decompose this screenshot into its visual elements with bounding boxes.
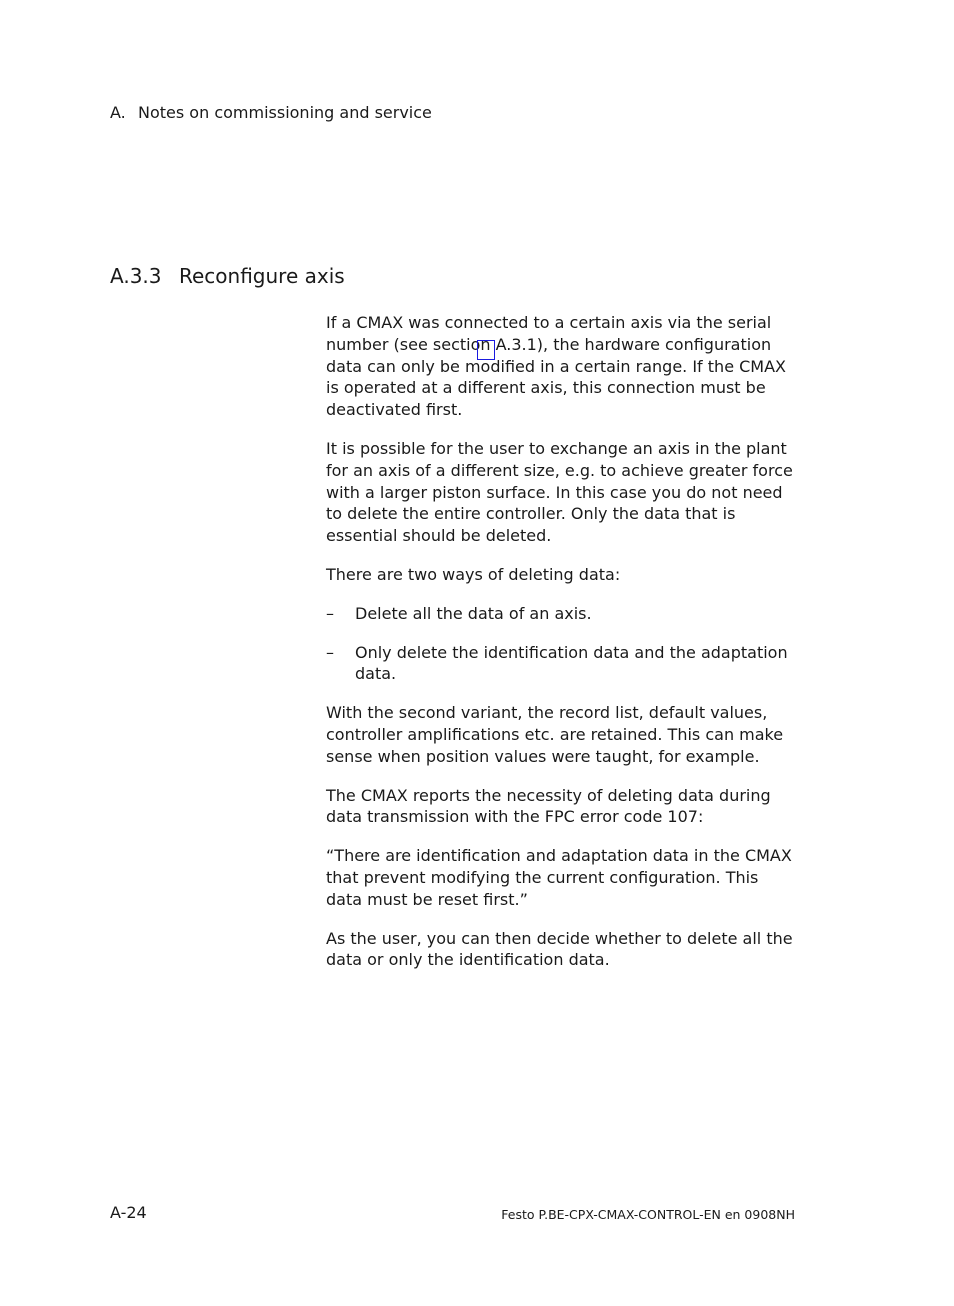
- dash-bullet: –: [326, 603, 334, 623]
- chapter-letter: A.: [110, 103, 126, 122]
- paragraph-user-decision: As the user, you can then decide whether to delete all the data or only the identification data.: [326, 928, 793, 970]
- dash-bullet: –: [326, 642, 334, 662]
- body-text: [326, 312, 796, 988]
- paragraph-error-code: The CMAX reports the necessity of deleting data during data transmission with the FPC error code 107:: [326, 785, 771, 827]
- section-number: A.3.3: [110, 264, 162, 288]
- chapter-title: Notes on commissioning and service: [138, 103, 432, 122]
- section-reference-link[interactable]: A.3.1: [495, 334, 537, 354]
- section-title: Reconfigure axis: [179, 264, 345, 288]
- running-header: [110, 102, 432, 124]
- paragraph-second-variant: With the second variant, the record list, default values, controller amplifications etc. are retained. This can make sense when position values were taught, for example.: [326, 703, 784, 766]
- paragraph-exchange-axis: It is possible for the user to exchange an axis in the plant for an axis of a different size, e.g. to achieve greater force with a larger piston surface. In this case you do not need to delete the entire controller. Only the data that is essential should be deleted.: [326, 438, 793, 546]
- section-heading: [110, 263, 345, 289]
- paragraph-two-ways: There are two ways of deleting data:: [326, 564, 621, 584]
- list-item: [326, 642, 796, 686]
- document-id: Festo P.BE-CPX-CMAX-CONTROL-EN en 0908NH: [501, 1207, 795, 1222]
- list-item: [326, 603, 796, 625]
- paragraph-intro-text-start: If a CMAX was connected to a certain axis via the serial number (see section: [326, 313, 772, 354]
- paragraph-intro-text-end: ), the hardware configuration data can only be modified in a certain range. If the CMAX is operated at a different axis, this connection must be deactivated first.: [326, 334, 786, 420]
- paragraph-error-quote: “There are identification and adaptation data in the CMAX that prevent modifying the current configuration. This data must be reset first.”: [326, 846, 792, 909]
- list-item-text: Delete all the data of an axis.: [355, 603, 592, 623]
- page-number: A-24: [110, 1203, 147, 1222]
- paragraph-intro: [326, 312, 796, 421]
- list-item-text: Only delete the identification data and the adaptation data.: [355, 642, 788, 684]
- link-highlight-box[interactable]: [477, 340, 495, 360]
